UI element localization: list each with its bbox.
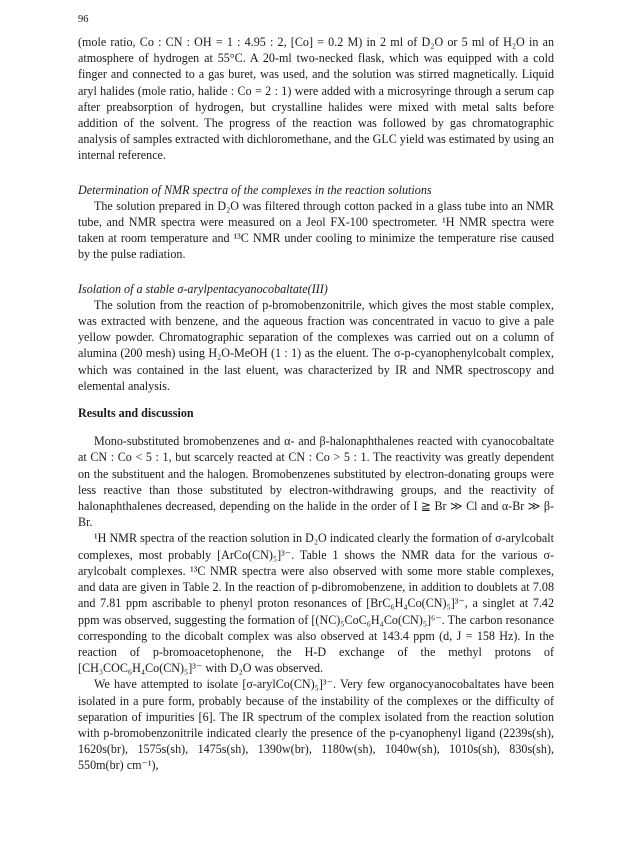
paragraph-isolation: The solution from the reaction of p-bromobenzonitrile, which gives the most stable complex, was extracted with benzene, and the aqueous fraction was concentrated in vacuo to give a pale yellow powder. Chromatographic separation of the complexes was carried out on a column of alumina (200 mesh) using H₂O-MeOH (1 : 1) as the eluent. The σ-p-cyanophenylcobalt complex, which was contained in the last eluent, was characterized by IR and NMR spectroscopy and elemental analysis.: [78, 297, 554, 393]
paragraph-nmr-determination: The solution prepared in D₂O was filtered through cotton packed in a glass tube into an NMR tube, and NMR spectra were measured on a Jeol FX-100 spectrometer. ¹H NMR spectra were taken at room temperature and ¹³C NMR under cooling to minimize the temperature rise caused by the pulse radiation.: [78, 198, 554, 262]
paragraph-nmr-results: ¹H NMR spectra of the reaction solution in D₂O indicated clearly the formation of σ-arylcobalt complexes, most probably [ArCo(CN)₅]³⁻. Table 1 shows the NMR data for the various σ-arylcobalt complexes. ¹³C NMR spectra were also observed with some more stable complexes, and data are given in Table 2. In the reaction of p-dibromobenzene, in addition to doublets at 7.08 and 7.81 ppm ascribable to phenyl proton resonances of [BrC₆H₄Co(CN)₅]³⁻, a singlet at 7.42 ppm was observed, suggesting the formation of [(NC)₅CoC₆H₄Co(CN)₅]⁶⁻. The carbon resonance corresponding to the dicobalt complex was also observed at 143.4 ppm (d, J = 158 Hz). In the reaction of p-bromoacetophenone, the H-D exchange of the methyl protons of [CH₃COC₆H₄Co(CN)₅]³⁻ with D₂O was observed.: [78, 531, 554, 676]
page-body: [78, 34, 554, 774]
section-heading-results: Results and discussion: [78, 406, 194, 421]
heading-isolation: Isolation of a stable σ-arylpentacyanocobaltate(III): [78, 281, 328, 296]
heading-nmr-determination: Determination of NMR spectra of the complexes in the reaction solutions: [78, 182, 432, 197]
paragraph-isolation-results: We have attempted to isolate [σ-arylCo(CN)₅]³⁻. Very few organocyanocobaltates have been isolated in a pure form, probably because of the instability of the complexes or the difficulty of separation of impurities [6]. The IR spectrum of the complex isolated from the reaction solution with p-bromobenzonitrile indicated clearly the presence of the p-cyanophenyl ligand (2239s(sh), 1620s(br), 1575s(sh), 1475s(sh), 1390w(br), 1180w(sh), 1040w(sh), 1010s(sh), 830s(sh), 550m(br) cm⁻¹),: [78, 677, 554, 773]
paragraph-procedure: (mole ratio, Co : CN : OH = 1 : 4.95 : 2, [Co] = 0.2 M) in 2 ml of D₂O or 5 ml of H₂O in an atmosphere of hydrogen at 55°C. A 20-ml two-necked flask, which was equipped with a cold finger and connected to a gas buret, was used, and the solution was stirred magnetically. Liquid aryl halides (mole ratio, halide : Co = 2 : 1) were added with a microsyringe through a serum cap after preabsorption of hydrogen, but crystalline halides were mixed with metal salts before addition of the solvent. The progress of the reaction was followed by gas chromatographic analysis of samples extracted with dichloromethane, and the GLC yield was estimated by using an internal reference.: [78, 35, 554, 163]
paragraph-reactivity: Mono-substituted bromobenzenes and α- and β-halonaphthalenes reacted with cyanocobaltate at CN : Co < 5 : 1, but scarcely reacted at CN : Co > 5 : 1. The reactivity was greatly dependent on the substituent and the halogen. Bromobenzenes substituted by electron-donating groups were less reactive than those substituted by electron-withdrawing groups, and the reactivity of halonaphthalenes decreased, depending on the halide in the order of I ≧ Br ≫ Cl and α-Br ≫ β-Br.: [78, 434, 554, 530]
page-number: 96: [78, 14, 89, 25]
